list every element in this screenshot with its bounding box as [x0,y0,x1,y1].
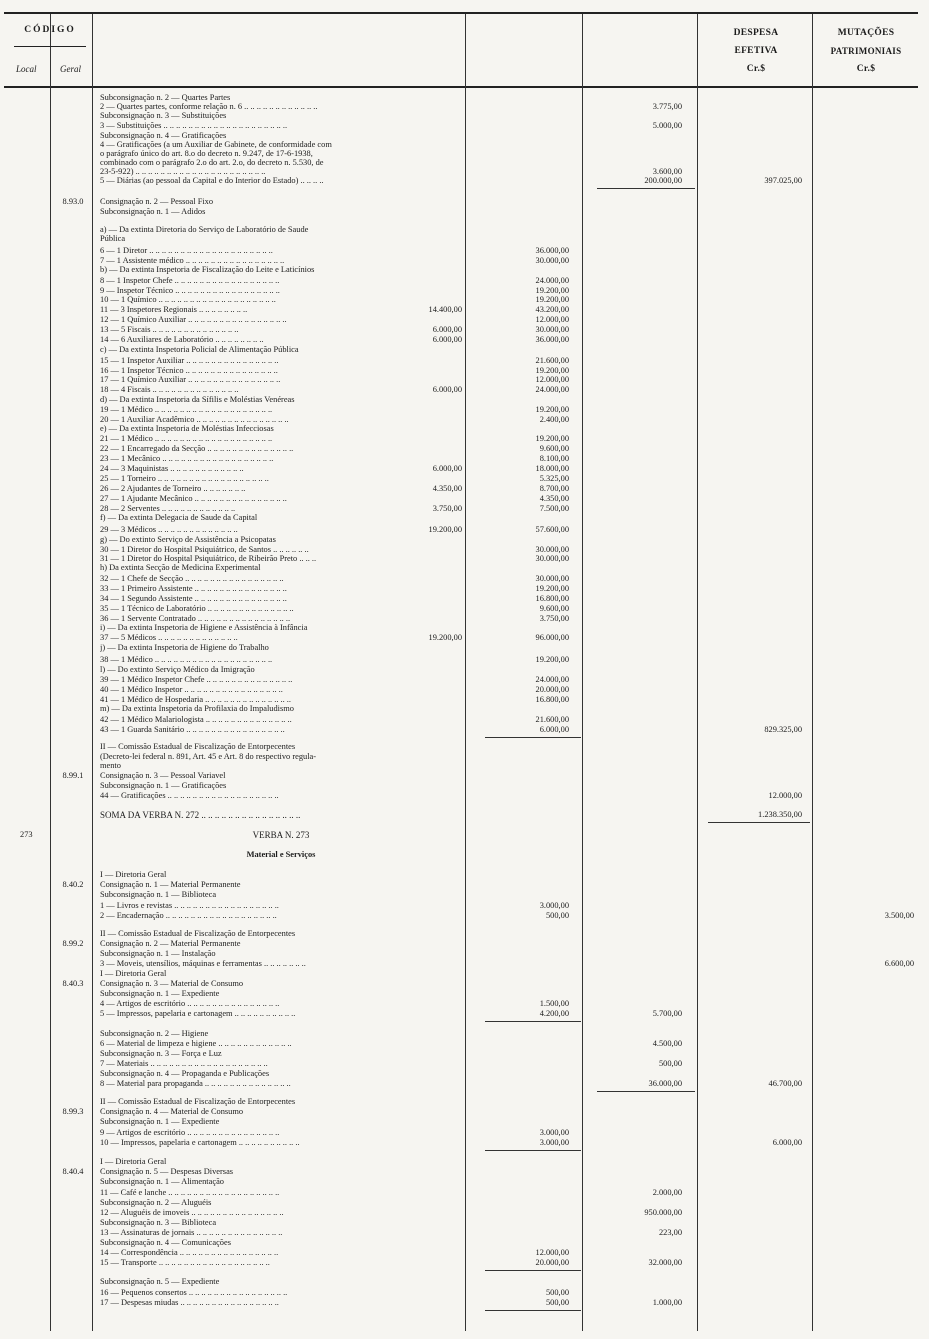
amount-c1: 6.000,00 [432,325,462,334]
line-text: 34 — 1 Segundo Assistente .. .. .. .. .. .. .. .. .. .. .. .. .. .. .. [100,594,287,603]
amount-c4: 829.325,00 [764,725,802,734]
line-text: Subconsignação n. 1 — Gratificações [100,781,227,790]
line-text: 15 — Transporte .. .. .. .. .. .. .. .. .. .. .. .. .. .. .. .. .. .. [100,1258,270,1267]
amount-c4: 1.238.350,00 [758,810,802,819]
line-text: Material e Serviços [246,850,316,859]
subtotal-rule [485,737,581,738]
line-text: Subconsignação n. 1 — Alimentação [100,1177,224,1186]
line-text: 17 — Despesas miudas .. .. .. .. .. .. .. .. .. .. .. .. .. .. .. .. [100,1298,279,1307]
col-line-c3 [697,14,698,1331]
line-text: Consignação n. 1 — Material Permanente [100,880,241,889]
line-text: 23 — 1 Mecânico .. .. .. .. .. .. .. .. .. .. .. .. .. .. .. .. .. .. [100,454,274,463]
col-line-text [465,14,466,1331]
line-text: Subconsignação n. 4 — Propaganda e Publicações [100,1069,270,1078]
line-text: 41 — 1 Médico de Hospedaria .. .. .. .. .. .. .. .. .. .. .. .. .. .. [100,695,291,704]
line-text: Subconsignação n. 1 — Adidos [100,207,206,216]
amount-c2: 43.200,00 [535,305,569,314]
line-text: 25 — 1 Torneiro .. .. .. .. .. .. .. .. .. .. .. .. .. .. .. .. .. .. [100,474,269,483]
header-geral: Geral [60,64,81,74]
line-text: 9 — Artigos de escritório .. .. .. .. .. .. .. .. .. .. .. .. .. .. .. [100,1128,280,1137]
codigo-geral: 8.99.3 [62,1107,84,1116]
amount-c4: 397.025,00 [764,176,802,185]
header-despesa: DESPESA [733,28,779,38]
subtotal-rule [597,188,695,189]
amount-c5: 6.600,00 [884,959,914,968]
line-text: 33 — 1 Primeiro Assistente .. .. .. .. .. .. .. .. .. .. .. .. .. .. .. [100,584,287,593]
amount-c2: 16.800,00 [535,594,569,603]
line-text: II — Comissão Estadual de Fiscalização de Entorpecentes [100,929,296,938]
line-text: Consignação n. 3 — Material de Consumo [100,979,244,988]
amount-c3: 3.600,00 [652,167,682,176]
amount-c2: 24.000,00 [535,675,569,684]
amount-c4: 46.700,00 [768,1079,802,1088]
line-text: (Decreto-lei federal n. 891, Art. 45 e Art. 8 do respectivo regula- [100,752,317,761]
amount-c2: 19.200,00 [535,295,569,304]
amount-c3: 200.000,00 [644,176,682,185]
line-text: 13 — 5 Fiscais .. .. .. .. .. .. .. .. .. .. .. .. .. .. [100,325,239,334]
line-text: f) — Da extinta Delegacia de Saude da Capital [100,513,258,522]
header-cr-mutacoes: Cr.$ [856,64,876,74]
amount-c3: 223,00 [658,1228,682,1237]
line-text: b) — Da extinta Inspetoria de Fiscalização do Leite e Laticínios [100,265,315,274]
line-text: 40 — 1 Médico Inspetor .. .. .. .. .. .. .. .. .. .. .. .. .. .. .. .. [100,685,283,694]
subtotal-rule [485,1270,581,1271]
line-text: Consignação n. 2 — Pessoal Fixo [100,197,214,206]
amount-c2: 9.600,00 [539,444,569,453]
codigo-geral: 8.99.2 [62,939,84,948]
amount-c2: 1.500,00 [539,999,569,1008]
line-text: Pública [100,234,126,243]
amount-c3: 36.000,00 [648,1079,682,1088]
line-text: I — Diretoria Geral [100,1157,167,1166]
amount-c2: 30.000,00 [535,256,569,265]
line-text: 2 — Quartes partes, conforme relação n. 6 .. .. .. .. .. .. .. .. .. .. .. .. [100,102,318,111]
line-text: Subconsignação n. 1 — Expediente [100,989,220,998]
amount-c1: 14.400,00 [428,305,462,314]
line-text: 10 — Impressos, papelaria e cartonagem .. .. .. .. .. .. .. .. .. .. [100,1138,300,1147]
amount-c2: 21.600,00 [535,715,569,724]
line-text: h) Da extinta Secção de Medicina Experimental [100,563,261,572]
header-codigo: CÓDIGO [24,25,76,35]
line-text: 29 — 3 Médicos .. .. .. .. .. .. .. .. .. .. .. .. .. [100,525,238,534]
line-text: 12 — Aluguéis de imoveis .. .. .. .. .. .. .. .. .. .. .. .. .. .. .. [100,1208,284,1217]
amount-c2: 7.500,00 [539,504,569,513]
amount-c2: 3.000,00 [539,1128,569,1137]
line-text: 12 — 1 Químico Auxiliar .. .. .. .. .. .. .. .. .. .. .. .. .. .. .. .. [100,315,287,324]
codigo-underline [14,46,86,47]
line-text: 6 — 1 Diretor .. .. .. .. .. .. .. .. .. .. .. .. .. .. .. .. .. .. .. .. [100,246,273,255]
amount-c3: 1.000,00 [652,1298,682,1307]
line-text: Consignação n. 2 — Material Permanente [100,939,241,948]
line-text: 24 — 3 Maquinistas .. .. .. .. .. .. .. .. .. .. .. .. [100,464,244,473]
line-text: i) — Da extinta Inspetoria de Higiene e Assistência à Infância [100,623,308,632]
line-text: 7 — 1 Assistente médico .. .. .. .. .. .. .. .. .. .. .. .. .. .. .. .. [100,256,285,265]
line-text: 43 — 1 Guarda Sanitário .. .. .. .. .. .. .. .. .. .. .. .. .. .. .. .. [100,725,285,734]
amount-c2: 24.000,00 [535,385,569,394]
amount-c2: 21.600,00 [535,356,569,365]
amount-c2: 19.200,00 [535,655,569,664]
line-text: 15 — 1 Inspetor Auxiliar .. .. .. .. .. .. .. .. .. .. .. .. .. .. .. [100,356,279,365]
line-text: Consignação n. 3 — Pessoal Variavel [100,771,226,780]
line-text: 2 — Encadernação .. .. .. .. .. .. .. .. .. .. .. .. .. .. .. .. .. .. [100,911,277,920]
line-text: 39 — 1 Médico Inspetor Chefe .. .. .. .. .. .. .. .. .. .. .. .. .. .. [100,675,293,684]
line-text: 31 — 1 Diretor do Hospital Psiquiátrico, de Ribeirão Preto .. .. .. [100,554,317,563]
amount-c3: 5.000,00 [652,121,682,130]
subtotal-rule [708,822,810,823]
line-text: II — Comissão Estadual de Fiscalização de Entorpecentes [100,742,296,751]
amount-c2: 5.325,00 [539,474,569,483]
line-text: 38 — 1 Médico .. .. .. .. .. .. .. .. .. .. .. .. .. .. .. .. .. .. .. [100,655,273,664]
amount-c3: 32.000,00 [648,1258,682,1267]
codigo-geral: 8.40.4 [62,1167,84,1176]
col-line-local [50,14,51,1331]
amount-c2: 8.100,00 [539,454,569,463]
line-text: e) — Da extinta Inspetoria de Moléstias Infecciosas [100,424,274,433]
amount-c2: 30.000,00 [535,545,569,554]
codigo-geral: 8.40.2 [62,880,84,889]
header-bottom-rule [4,86,918,88]
line-text: 19 — 1 Médico .. .. .. .. .. .. .. .. .. .. .. .. .. .. .. .. .. .. .. [100,405,273,414]
line-text: 18 — 4 Fiscais .. .. .. .. .. .. .. .. .. .. .. .. .. .. [100,385,239,394]
amount-c1: 4.350,00 [432,484,462,493]
line-text: 11 — 3 Inspetores Regionais .. .. .. .. .. .. .. .. [100,305,248,314]
amount-c1: 6.000,00 [432,464,462,473]
line-text: 1 — Livros e revistas .. .. .. .. .. .. .. .. .. .. .. .. .. .. .. .. .. [100,901,279,910]
line-text: 42 — 1 Médico Malariologista .. .. .. .. .. .. .. .. .. .. .. .. .. .. [100,715,292,724]
amount-c2: 96.000,00 [535,633,569,642]
codigo-geral: 8.99.1 [62,771,84,780]
amount-c1: 3.750,00 [432,504,462,513]
line-text: Consignação n. 5 — Despesas Diversas [100,1167,234,1176]
line-text: Subconsignação n. 2 — Quartes Partes [100,93,231,102]
amount-c2: 36.000,00 [535,335,569,344]
line-text: 26 — 2 Ajudantes de Torneiro .. .. .. .. .. .. .. [100,484,246,493]
line-text: SOMA DA VERBA N. 272 .. .. .. .. .. .. .. .. .. .. .. .. .. .. .. [100,810,301,820]
codigo-local: 273 [20,830,33,839]
amount-c1: 6.000,00 [432,335,462,344]
amount-c2: 57.600,00 [535,525,569,534]
line-text: 4 — Artigos de escritório .. .. .. .. .. .. .. .. .. .. .. .. .. .. .. [100,999,280,1008]
line-text: 23-5-922) .. .. .. .. .. .. .. .. .. .. .. .. .. .. .. .. .. .. .. .. .. [100,167,266,176]
line-text: 17 — 1 Químico Auxiliar .. .. .. .. .. .. .. .. .. .. .. .. .. .. .. [100,375,281,384]
line-text: Subconsignação n. 3 — Substituições [100,111,227,120]
amount-c2: 19.200,00 [535,584,569,593]
amount-c1: 6.000,00 [432,385,462,394]
amount-c1: 19.200,00 [428,633,462,642]
line-text: m) — Da extinta Inspetoria da Profilaxia do Impaludismo [100,704,294,713]
line-text: mento [100,761,121,770]
amount-c2: 8.700,00 [539,484,569,493]
amount-c2: 30.000,00 [535,325,569,334]
line-text: 10 — 1 Químico .. .. .. .. .. .. .. .. .. .. .. .. .. .. .. .. .. .. .. [100,295,276,304]
line-text: 3 — Substituições .. .. .. .. .. .. .. .. .. .. .. .. .. .. .. .. .. .. .. .. [100,121,288,130]
line-text: 7 — Materiais .. .. .. .. .. .. .. .. .. .. .. .. .. .. .. .. .. .. .. [100,1059,268,1068]
amount-c2: 19.200,00 [535,405,569,414]
line-text: Consignação n. 4 — Material de Consumo [100,1107,244,1116]
line-text: II — Comissão Estadual de Fiscalização de Entorpecentes [100,1097,296,1106]
amount-c2: 500,00 [545,1288,569,1297]
line-text: d) — Da extinta Inspetoria da Sífilis e Moléstias Venéreas [100,395,295,404]
amount-c4: 12.000,00 [768,791,802,800]
header-patrimoniais: PATRIMONIAIS [830,46,902,56]
amount-c2: 19.200,00 [535,366,569,375]
header-cr-despesa: Cr.$ [746,64,766,74]
line-text: combinado com o parágrafo 2.o do art. 2.o, do decreto n. 5.530, de [100,158,324,167]
amount-c5: 3.500,00 [884,911,914,920]
line-text: 21 — 1 Médico .. .. .. .. .. .. .. .. .. .. .. .. .. .. .. .. .. .. .. [100,434,273,443]
amount-c2: 3.750,00 [539,614,569,623]
line-text: 27 — 1 Ajudante Mecânico .. .. .. .. .. .. .. .. .. .. .. .. .. .. .. [100,494,287,503]
amount-c2: 12.000,00 [535,1248,569,1257]
amount-c3: 3.775,00 [652,102,682,111]
line-text: I — Diretoria Geral [100,969,167,978]
amount-c2: 24.000,00 [535,276,569,285]
amount-c2: 4.350,00 [539,494,569,503]
line-text: 5 — Impressos, papelaria e cartonagem .. .. .. .. .. .. .. .. .. .. [100,1009,296,1018]
line-text: 30 — 1 Diretor do Hospital Psiquiátrico, de Santos .. .. .. .. .. .. [100,545,309,554]
col-line-c2 [582,14,583,1331]
line-text: VERBA N. 273 [252,830,310,840]
amount-c3: 500,00 [658,1059,682,1068]
amount-c2: 12.000,00 [535,315,569,324]
amount-c3: 4.500,00 [652,1039,682,1048]
amount-c1: 19.200,00 [428,525,462,534]
line-text: Subconsignação n. 4 — Comunicações [100,1238,231,1247]
line-text: 14 — Correspondência .. .. .. .. .. .. .. .. .. .. .. .. .. .. .. .. [100,1248,279,1257]
amount-c2: 30.000,00 [535,554,569,563]
amount-c2: 9.600,00 [539,604,569,613]
amount-c2: 20.000,00 [535,685,569,694]
line-text: 11 — Café e lanche .. .. .. .. .. .. .. .. .. .. .. .. .. .. .. .. .. .. [100,1188,280,1197]
header-mutacoes: MUTAÇÕES [837,28,895,38]
amount-c3: 950.000,00 [644,1208,682,1217]
line-text: j) — Da extinta Inspetoria de Higiene do Trabalho [100,643,269,652]
line-text: 8 — Material para propaganda .. .. .. .. .. .. .. .. .. .. .. .. .. .. [100,1079,291,1088]
line-text: 3 — Moveis, utensílios, máquinas e ferramentas .. .. .. .. .. .. .. [100,959,306,968]
amount-c2: 19.200,00 [535,434,569,443]
line-text: Subconsignação n. 5 — Expediente [100,1277,220,1286]
line-text: 20 — 1 Auxiliar Acadêmico .. .. .. .. .. .. .. .. .. .. .. .. .. .. .. [100,415,289,424]
amount-c3: 5.700,00 [652,1009,682,1018]
amount-c2: 6.000,00 [539,725,569,734]
line-text: 37 — 5 Médicos .. .. .. .. .. .. .. .. .. .. .. .. .. [100,633,238,642]
line-text: Subconsignação n. 2 — Higiene [100,1029,209,1038]
amount-c2: 19.200,00 [535,286,569,295]
line-text: 9 — Inspetor Técnico .. .. .. .. .. .. .. .. .. .. .. .. .. .. .. .. .. [100,286,280,295]
codigo-geral: 8.40.3 [62,979,84,988]
amount-c4: 6.000,00 [772,1138,802,1147]
amount-c2: 3.000,00 [539,901,569,910]
amount-c2: 16.800,00 [535,695,569,704]
line-text: Subconsignação n. 1 — Instalação [100,949,216,958]
line-text: 32 — 1 Chefe de Secção .. .. .. .. .. .. .. .. .. .. .. .. .. .. .. .. [100,574,284,583]
amount-c3: 2.000,00 [652,1188,682,1197]
amount-c2: 36.000,00 [535,246,569,255]
line-text: a) — Da extinta Diretoria do Serviço de Laboratório de Saude [100,225,309,234]
subtotal-rule [485,1021,581,1022]
line-text: Subconsignação n. 3 — Biblioteca [100,1218,217,1227]
line-text: 16 — 1 Inspetor Técnico .. .. .. .. .. .. .. .. .. .. .. .. .. .. .. [100,366,278,375]
subtotal-rule [485,1150,581,1151]
line-text: 16 — Pequenos consertos .. .. .. .. .. .. .. .. .. .. .. .. .. .. .. .. [100,1288,288,1297]
codigo-geral: 8.93.0 [62,197,84,206]
line-text: 5 — Diárias (ao pessoal da Capital e do Interior do Estado) .. .. .. .. [100,176,324,185]
amount-c2: 12.000,00 [535,375,569,384]
line-text: 8 — 1 Inspetor Chefe .. .. .. .. .. .. .. .. .. .. .. .. .. .. .. .. .. [100,276,280,285]
line-text: 28 — 2 Serventes .. .. .. .. .. .. .. .. .. .. .. .. [100,504,236,513]
line-text: 44 — Gratificações .. .. .. .. .. .. .. .. .. .. .. .. .. .. .. .. .. .. [100,791,279,800]
line-text: Subconsignação n. 1 — Expediente [100,1117,220,1126]
line-text: Subconsignação n. 1 — Biblioteca [100,890,217,899]
col-line-c4 [812,14,813,1331]
subtotal-rule [485,1310,581,1311]
line-text: 4 — Gratificações (a um Auxiliar de Gabinete, de conformidade com [100,140,332,149]
amount-c2: 3.000,00 [539,1138,569,1147]
line-text: 6 — Material de limpeza e higiene .. .. .. .. .. .. .. .. .. .. .. .. [100,1039,292,1048]
amount-c2: 4.200,00 [539,1009,569,1018]
subtotal-rule [597,1091,695,1092]
line-text: Subconsignação n. 2 — Aluguéis [100,1198,212,1207]
amount-c2: 500,00 [545,911,569,920]
line-text: 35 — 1 Técnico de Laboratório .. .. .. .. .. .. .. .. .. .. .. .. .. .. [100,604,294,613]
header-efetiva: EFETIVA [734,46,778,56]
amount-c2: 30.000,00 [535,574,569,583]
amount-c2: 2.400,00 [539,415,569,424]
line-text: c) — Da extinta Inspetoria Policial de Alimentação Pública [100,345,299,354]
line-text: I — Diretoria Geral [100,870,167,879]
line-text: g) — Do extinto Serviço de Assistência a Psicopatas [100,535,276,544]
line-text: 13 — Assinaturas de jornais .. .. .. .. .. .. .. .. .. .. .. .. .. .. [100,1228,283,1237]
line-text: 36 — 1 Servente Contratado .. .. .. .. .. .. .. .. .. .. .. .. .. .. .. [100,614,291,623]
amount-c2: 20.000,00 [535,1258,569,1267]
amount-c2: 18.000,00 [535,464,569,473]
amount-c2: 500,00 [545,1298,569,1307]
line-text: Subconsignação n. 4 — Gratificações [100,131,227,140]
line-text: o parágrafo único do art. 8.o do decreto n. 9.247, de 17-6-1938, [100,149,313,158]
line-text: Subconsignação n. 3 — Força e Luz [100,1049,222,1058]
line-text: 22 — 1 Encarregado da Secção .. .. .. .. .. .. .. .. .. .. .. .. .. .. [100,444,294,453]
col-line-geral [92,14,93,1331]
line-text: l) — Do extinto Serviço Médico da Imigração [100,665,255,674]
line-text: 14 — 6 Auxiliares de Laboratório .. .. .. .. .. .. .. .. [100,335,264,344]
top-rule [4,12,918,14]
header-local: Local [16,64,37,74]
